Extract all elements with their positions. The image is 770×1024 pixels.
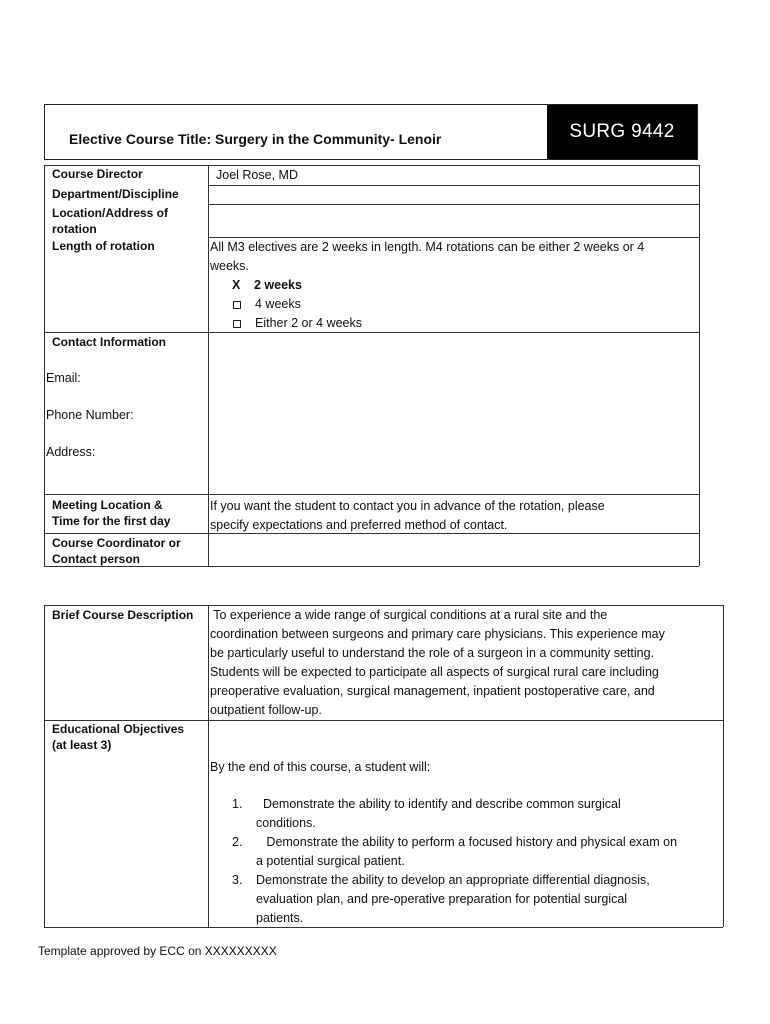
objective-item: 3. Demonstrate the ability to develop an appropriate differential diagnosis, evaluation plan, and pre-operative preparation for potential surgical patients.	[232, 873, 650, 925]
length-label: Length of rotation	[52, 239, 155, 253]
objectives-list	[210, 795, 677, 928]
location-label-line1: Location/Address of	[52, 206, 169, 220]
objectives-label-line2: (at least 3)	[52, 738, 112, 752]
coordinator-label-line1: Course Coordinator or	[52, 536, 181, 550]
phone-label: Phone Number:	[46, 408, 134, 422]
option-2-weeks: X 2 weeks	[232, 276, 302, 295]
meeting-text-line2: specify expectations and preferred method of contact.	[210, 518, 508, 532]
objectives-intro: By the end of this course, a student will:	[210, 760, 431, 774]
description-line-2: coordination between surgeons and primary care physicians. This experience may	[210, 627, 665, 641]
length-text-line2: weeks.	[210, 259, 249, 273]
location-label-line2: rotation	[52, 222, 97, 236]
objective-item: 2. Demonstrate the ability to perform a focused history and physical exam on a potential surgical patient.	[232, 835, 678, 868]
course-director-label: Course Director	[52, 167, 143, 181]
length-text-line1: All M3 electives are 2 weeks in length. M4 rotations can be either 2 weeks or 4	[210, 240, 645, 254]
objective-item: 1. Demonstrate the ability to identify and describe common surgical conditions.	[232, 797, 621, 830]
option-either: Either 2 or 4 weeks	[232, 314, 362, 333]
contact-label: Contact Information	[52, 335, 166, 349]
x-mark: X	[232, 278, 241, 292]
footer-text: Template approved by ECC on XXXXXXXXX	[38, 944, 277, 958]
meeting-label-line2: Time for the first day	[52, 514, 171, 528]
checkbox-icon	[233, 301, 241, 309]
email-label: Email:	[46, 371, 81, 385]
course-director-value: Joel Rose, MD	[216, 168, 298, 182]
description-line-5: preoperative evaluation, surgical management, inpatient postoperative care, and	[210, 684, 655, 698]
objectives-label-line1: Educational Objectives	[52, 722, 185, 736]
description-line-3: be particularly useful to understand the role of a surgeon in a community setting.	[210, 646, 655, 660]
meeting-text-line1: If you want the student to contact you in advance of the rotation, please	[210, 499, 605, 513]
meeting-label-line1: Meeting Location &	[52, 498, 163, 512]
description-line-4: Students will be expected to participate all aspects of surgical rural care including	[210, 665, 659, 679]
description-line-6: outpatient follow-up.	[210, 703, 322, 717]
course-title: Elective Course Title: Surgery in the Community- Lenoir	[69, 131, 442, 147]
department-label: Department/Discipline	[52, 187, 179, 201]
address-label: Address:	[46, 445, 96, 459]
description-label: Brief Course Description	[52, 608, 194, 622]
course-code: SURG 9442	[547, 105, 697, 159]
description-line-1: To experience a wide range of surgical conditions at a rural site and the	[210, 608, 608, 622]
coordinator-label-line2: Contact person	[52, 552, 141, 566]
course-title-box	[44, 104, 698, 160]
checkbox-icon	[233, 320, 241, 328]
option-4-weeks: 4 weeks	[232, 295, 301, 314]
